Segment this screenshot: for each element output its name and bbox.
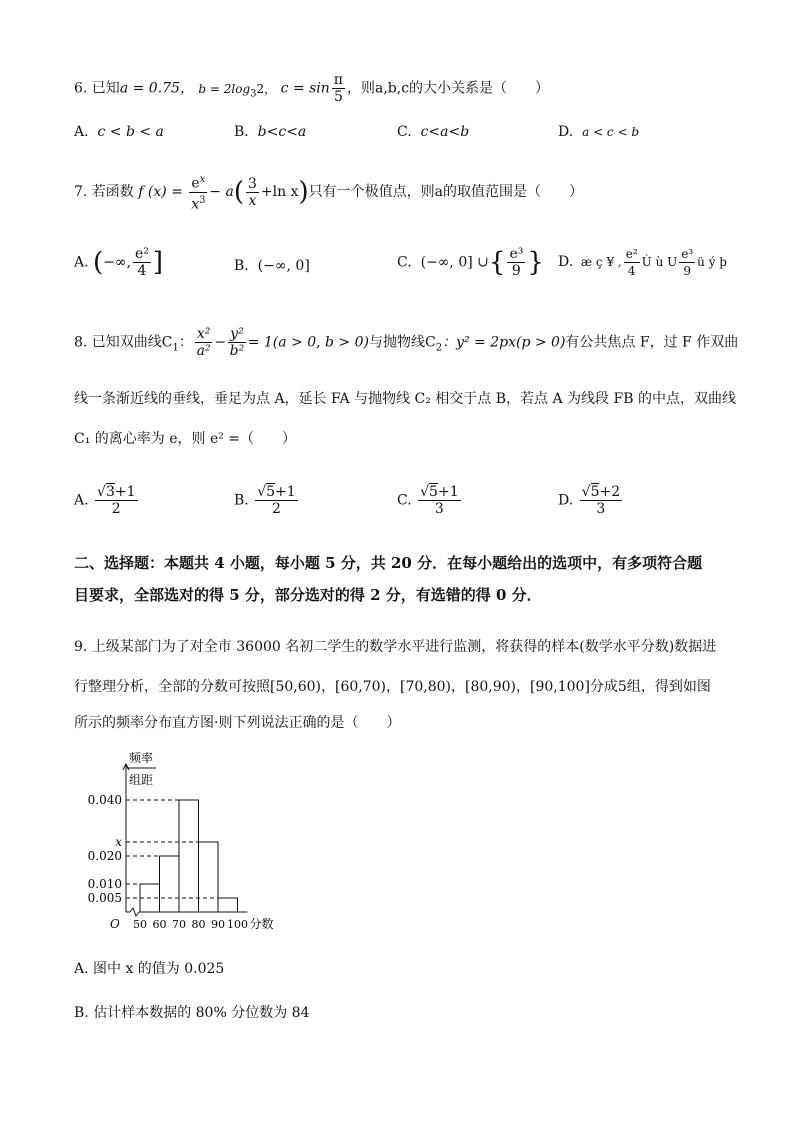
q7-option-b[interactable]: B. (−∞, 0] xyxy=(234,258,310,274)
q9-option-b[interactable]: B. 估计样本数据的 80% 分位数为 84 xyxy=(74,1005,310,1021)
q6-a: a = 0.75， xyxy=(119,80,194,97)
hist-bar xyxy=(179,800,199,912)
section2-line1: 二、选择题：本题共 4 小题，每小题 5 分，共 20 分．在每小题给出的选项中，有多项符合题 xyxy=(74,554,703,572)
q8-option-a[interactable]: A. $\frac{√3+1}{2}$ xyxy=(74,484,136,517)
q6-option-d[interactable]: D. a < c < b xyxy=(558,124,640,140)
y-tick-label: x xyxy=(115,835,122,849)
y-label-top: 频率 xyxy=(129,752,154,765)
q6-option-c[interactable]: C. c<a<b xyxy=(397,124,470,140)
hist-bar xyxy=(199,842,219,912)
x-tick-label: 80 xyxy=(191,918,206,931)
q9-line3: 所示的频率分布直方图·则下列说法正确的是（ ） xyxy=(74,715,401,731)
origin-label: O xyxy=(110,917,120,931)
frequency-histogram xyxy=(74,752,304,934)
q7-main-frac: $\frac{e^x}{x^3}$ xyxy=(191,174,206,213)
q7-option-c[interactable]: C. (−∞, 0] ∪{ $\frac{\text{e³}}{9}$ } xyxy=(397,246,544,279)
hist-bar xyxy=(160,856,180,912)
q6-c-frac: $\frac{\pi}{5}$ xyxy=(333,72,343,105)
q6-option-b[interactable]: B. b<c<a xyxy=(234,124,307,140)
q9-option-a[interactable]: A. 图中 x 的值为 0.025 xyxy=(74,961,225,977)
q7-fx: f (x) = xyxy=(138,184,183,201)
q8-line1: 8. 已知双曲线$C_1$： $\frac{\text{x²}}{\text{a²}}$ − $\frac{\text{y²}}{\text{b²}}$ = 1(a > 0, b > 0)与抛物线$C_2$：y² = 2px(p > 0)有公共焦点 F，过 F 作双曲 xyxy=(74,326,739,359)
hist-bar xyxy=(218,898,238,912)
q8-option-b[interactable]: B. $\frac{√5+1}{2}$ xyxy=(234,484,296,517)
y-tick-label: 0.020 xyxy=(87,849,122,863)
y-tick-label: 0.040 xyxy=(87,793,122,807)
y-tick-label: 0.010 xyxy=(87,877,122,891)
q6-b: b = 2log xyxy=(198,81,251,96)
x-tick-label: 60 xyxy=(152,918,167,931)
section2-line2: 目要求，全部选对的得 5 分，部分选对的得 2 分，有选错的得 0 分． xyxy=(74,586,542,604)
y-tick-label: 0.005 xyxy=(87,891,122,905)
q7-option-d[interactable]: D. æ ç ¥ , $\frac{\text{e²}}{4}$ Ù ù U $\frac{\text{e³}}{9}$ ü ý þ xyxy=(558,247,727,278)
y-label-bottom: 组距 xyxy=(129,773,154,787)
q6-prefix: 6. 已知 xyxy=(74,80,120,97)
x-tick-label: 50 xyxy=(133,918,147,931)
q6-option-a[interactable]: A. c < b < a xyxy=(74,124,164,140)
q7-stem: 7. 若函数 f (x) = $\frac{e^x}{x^3}$ − a( $\frac{3}{x}$ +ln x)只有一个极值点，则a的取值范围是（ ） xyxy=(74,174,583,213)
q7-option-a[interactable]: A. (−∞, $\frac{\text{e²}}{4}$ ] xyxy=(74,246,164,279)
q8-option-d[interactable]: D. $\frac{√5+2}{3}$ xyxy=(558,484,621,517)
q8-line3: C₁ 的离心率为 e，则 e² =（ ） xyxy=(74,431,297,447)
q6-c: c = sin xyxy=(280,80,330,97)
q6-suffix: ，则a,b,c的大小关系是（ ） xyxy=(347,80,550,97)
x-tick-label: 100 xyxy=(227,918,248,931)
x-tick-label: 70 xyxy=(172,918,186,931)
x-tick-label: 90 xyxy=(211,918,225,931)
q8-line2: 线一条渐近线的垂线，垂足为点 A，延长 FA 与抛物线 C₂ 相交于点 B，若点 A 为线段 FB 的中点，双曲线 xyxy=(74,391,736,407)
q9-line1: 9. 上级某部门为了对全市 36000 名初二学生的数学水平进行监测，将获得的样本(数学水平分数)数据进 xyxy=(74,639,717,655)
q6-b-arg: 2， xyxy=(256,81,277,96)
x-axis-label: 分数 xyxy=(249,917,274,931)
q6-stem xyxy=(74,72,549,105)
q6-b-base: 3 xyxy=(250,87,257,99)
q7-inner-frac: $\frac{3}{x}$ xyxy=(247,175,257,209)
q8-option-c[interactable]: C. $\frac{√5+1}{3}$ xyxy=(397,484,459,517)
x-axis-break xyxy=(130,908,139,916)
q9-line2: 行整理分析，全部的分数可按照[50,60)，[60,70)，[70,80)，[80,90)，[90,100]分成5组，得到如图 xyxy=(74,679,711,695)
